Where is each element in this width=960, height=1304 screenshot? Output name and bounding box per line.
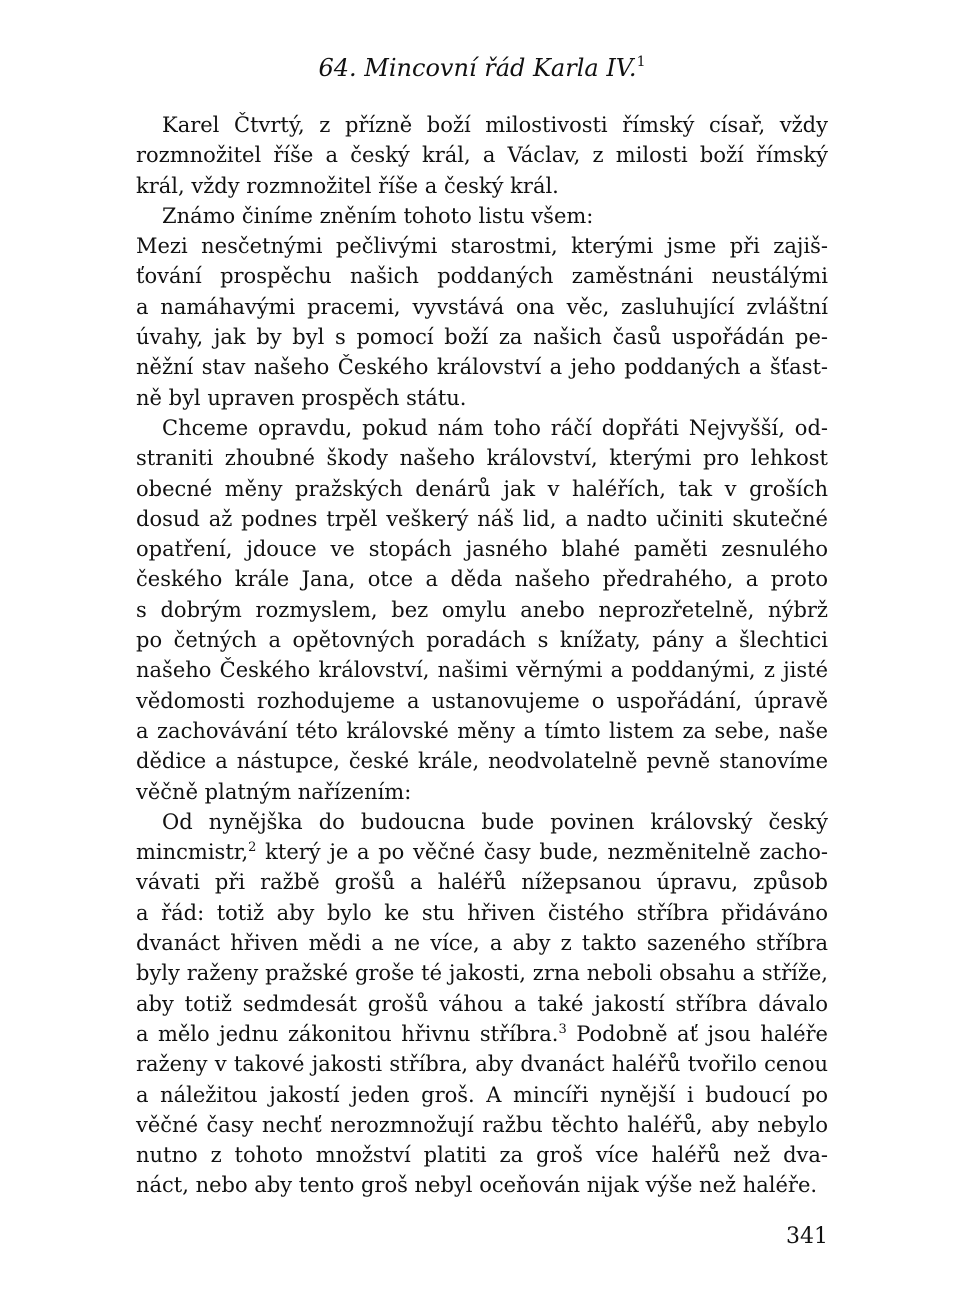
title-text: 64. Mincovní řád Karla IV. [318, 54, 637, 82]
text-line: král, vždy rozmnožitel říše a český král. [136, 173, 559, 198]
text-line: aby totiž sedmdesát grošů váhou a také jakostí stříbra dávalo [136, 991, 828, 1016]
text-line: raženy v takové jakosti stříbra, aby dvanáct haléřů tvořilo cenou [136, 1052, 828, 1077]
text-line: a zachovávání této královské měny a tímto listem za sebe, naše [136, 718, 828, 743]
text-line: dosud až podnes trpěl veškerý náš lid, a nadto učiniti skutečné [136, 506, 828, 531]
text-line: a náležitou jakostí jeden groš. A mincíři nynější i budoucí po [136, 1082, 828, 1107]
text-line: Známo činíme zněním tohoto listu všem: [162, 203, 594, 228]
text-line: a mělo jednu zákonitou hřivnu stříbra.$^3$ Podobně ať jsou haléře [136, 1021, 828, 1046]
text-line: dvanáct hřiven mědi a ne více, a aby z takto sazeného stříbra [136, 931, 828, 956]
text-line: po četných a opětovných poradách s knížaty, pány a šlechtici [136, 628, 828, 653]
text-line: našeho Českého království, našimi věrnými a poddanými, z jisté [136, 658, 828, 683]
paragraph [136, 201, 828, 231]
paragraph [136, 807, 828, 1201]
paragraph [136, 231, 828, 413]
page-number: 341 [786, 1224, 828, 1249]
book-page [136, 0, 828, 1304]
text-line: obecné měny pražských denárů jak v haléřích, tak v groších [136, 476, 828, 501]
text-line: náct, nebo aby tento groš nebyl oceňován nijak výše než haléře. [136, 1173, 818, 1198]
text-line: věčné časy nechť nerozmnožují ražbu těchto haléřů, aby nebylo [136, 1112, 828, 1137]
text-line: mincmistr,$^2$ který je a po věčné časy bude, nezměnitelně zacho- [136, 840, 828, 865]
text-line: a namáhavými pracemi, vyvstává ona věc, zasluhující zvláštní [136, 294, 828, 319]
text-line: vávati při ražbě grošů a haléřů nížepsanou úpravu, způsob [136, 870, 828, 895]
text-line: opatření, jdouce ve stopách jasného blahé paměti zesnulého [136, 537, 828, 562]
paragraph [136, 413, 828, 807]
text-line: byly raženy pražské groše té jakosti, zrna neboli obsahu a stříže, [136, 961, 828, 986]
text-line: rozmnožitel říše a český král, a Václav, z milosti boží římský [136, 143, 828, 168]
text-line: něžní stav našeho Českého království a jeho poddaných a šťast- [136, 355, 828, 380]
text-line: straniti zhoubné škody našeho království, kterými pro lehkost [136, 446, 828, 471]
text-line: s dobrým rozmyslem, bez omylu anebo neprozřetelně, nýbrž [136, 597, 828, 622]
footnote-marker: 2 [248, 840, 257, 856]
page-title [136, 52, 828, 84]
paragraph [136, 110, 828, 201]
text-line: úvahy, jak by byl s pomocí boží za našich časů uspořádán pe- [136, 325, 828, 350]
text-line: Chceme opravdu, pokud nám toho ráčí dopřáti Nejvyšší, od- [162, 415, 828, 440]
text-line: dědice a nástupce, české krále, neodvolatelně pevně stanovíme [136, 749, 828, 774]
text-line: Mezi nesčetnými pečlivými starostmi, kterými jsme při zajiš- [136, 234, 828, 259]
text-line: ťování prospěchu našich poddaných zaměstnáni neustálými [136, 264, 828, 289]
text-line: vědomosti rozhodujeme a ustanovujeme o uspořádání, úpravě [136, 688, 828, 713]
footnote-marker: 3 [558, 1021, 567, 1037]
text-line: Od nynějška do budoucna bude povinen královský český [162, 809, 828, 834]
text-line: nutno z tohoto množství platiti za groš více haléřů než dva- [136, 1143, 828, 1168]
text-line: a řád: totiž aby bylo ke stu hřiven čistého stříbra přidáváno [136, 900, 828, 925]
text-line: věčně platným nařízením: [136, 779, 412, 804]
text-line: Karel Čtvrtý, z přízně boží milostivosti římský císař, vždy [162, 113, 828, 137]
text-line: ně byl upraven prospěch státu. [136, 385, 467, 410]
body-text [136, 110, 828, 1201]
title-footnote-marker: 1 [636, 54, 646, 70]
text-line: českého krále Jana, otce a děda našeho předrahého, a proto [136, 567, 828, 592]
